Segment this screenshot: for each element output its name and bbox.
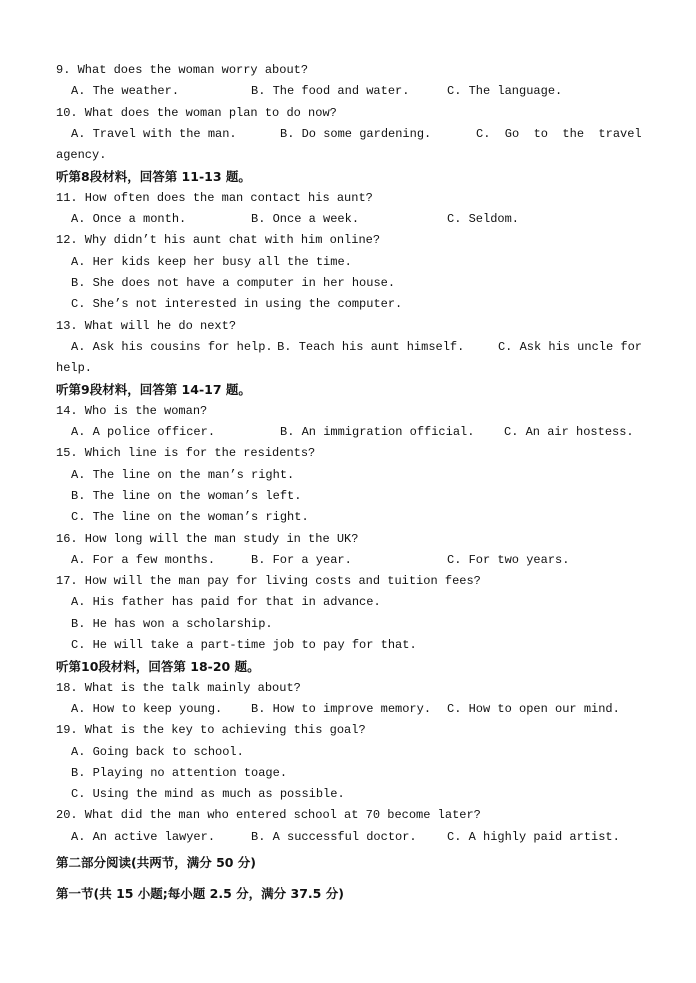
options-20 — [56, 827, 642, 848]
option-15a: A. The line on the man’s right. — [71, 467, 295, 482]
options-14 — [56, 422, 642, 443]
part-2-section-1-heading: 第一节(共 15 小题;每小题 2.5 分，满分 37.5 分) — [56, 886, 344, 902]
option-18a: A. How to keep young. — [71, 701, 223, 716]
option-20b: B. A successful doctor. — [251, 829, 417, 844]
option-13c-continued: help. — [56, 361, 93, 376]
options-10 — [56, 124, 642, 145]
option-10c-continued: agency. — [56, 148, 107, 163]
option-18b: B. How to improve memory. — [251, 701, 432, 716]
option-9c: C. The language. — [447, 84, 563, 99]
question-10: 10. What does the woman plan to do now? — [56, 105, 337, 120]
option-10c: C. Go to the travel — [476, 126, 642, 141]
option-17c: C. He will take a part-time job to pay for that. — [71, 638, 417, 653]
option-15b: B. The line on the woman’s left. — [71, 488, 302, 503]
question-15: 15. Which line is for the residents? — [56, 446, 316, 461]
option-14b: B. An immigration official. — [280, 425, 475, 440]
option-11c: C. Seldom. — [447, 212, 520, 227]
option-13b: B. Teach his aunt himself. — [277, 339, 465, 354]
option-13a: A. Ask his cousins for help. — [71, 339, 273, 354]
question-12: 12. Why didn’t his aunt chat with him online? — [56, 233, 381, 248]
question-9: 9. What does the woman worry about? — [56, 63, 309, 77]
option-17b: B. He has won a scholarship. — [71, 616, 273, 631]
question-17: 17. How will the man pay for living costs and tuition fees? — [56, 574, 481, 589]
question-11: 11. How often does the man contact his aunt? — [56, 190, 373, 205]
question-18: 18. What is the talk mainly about? — [56, 680, 301, 695]
options-9 — [56, 81, 642, 102]
option-19a: A. Going back to school. — [71, 744, 244, 759]
options-13 — [56, 337, 642, 358]
option-17a: A. His father has paid for that in advance. — [71, 595, 381, 610]
option-12c: C. She’s not interested in using the computer. — [71, 297, 403, 312]
option-12b: B. She does not have a computer in her house. — [71, 275, 396, 290]
option-14c: C. An air hostess. — [504, 425, 634, 440]
option-16c: C. For two years. — [447, 552, 570, 567]
options-16 — [56, 550, 642, 571]
option-10a: A. Travel with the man. — [71, 126, 237, 141]
option-20a: A. An active lawyer. — [71, 829, 216, 844]
option-12a: A. Her kids keep her busy all the time. — [71, 254, 352, 269]
section-10-heading: 听第10段材料，回答第 18-20 题。 — [56, 659, 260, 675]
section-8-heading: 听第8段材料，回答第 11-13 题。 — [56, 169, 251, 185]
question-20: 20. What did the man who entered school at 70 become later? — [56, 808, 481, 823]
option-15c: C. The line on the woman’s right. — [71, 510, 309, 525]
exam-page — [56, 60, 642, 905]
option-16b: B. For a year. — [251, 552, 352, 567]
option-11a: A. Once a month. — [71, 212, 187, 227]
option-16a: A. For a few months. — [71, 552, 216, 567]
option-13c: C. Ask his uncle for — [497, 339, 642, 354]
option-10b: B. Do some gardening. — [280, 126, 432, 141]
option-18c: C. How to open our mind. — [447, 701, 620, 716]
option-9b: B. The food and water. — [251, 84, 410, 99]
option-11b: B. Once a week. — [251, 212, 360, 227]
question-19: 19. What is the key to achieving this goal? — [56, 723, 366, 738]
question-16: 16. How long will the man study in the UK? — [56, 531, 359, 546]
option-20c: C. A highly paid artist. — [447, 829, 620, 844]
options-11 — [56, 209, 642, 230]
option-19b: B. Playing no attention toage. — [71, 765, 288, 780]
question-14: 14. Who is the woman? — [56, 403, 208, 418]
question-13: 13. What will he do next? — [56, 318, 237, 333]
option-19c: C. Using the mind as much as possible. — [71, 787, 345, 802]
options-18 — [56, 699, 642, 720]
section-9-heading: 听第9段材料，回答第 14-17 题。 — [56, 382, 251, 398]
option-14a: A. A police officer. — [71, 425, 216, 440]
part-2-heading: 第二部分阅读(共两节，满分 50 分) — [56, 854, 257, 870]
option-9a: A. The weather. — [71, 84, 180, 99]
